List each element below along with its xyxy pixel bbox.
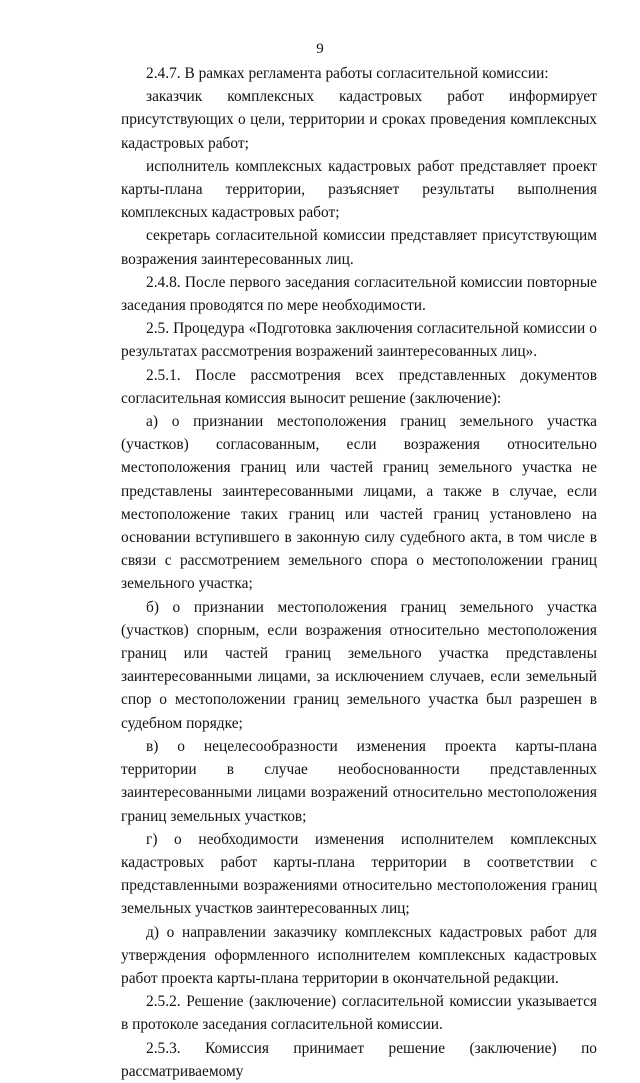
paragraph-2-4-8: 2.4.8. После первого заседания согласительной комиссии повторные заседания проводятся по мере необходимости. — [121, 273, 597, 315]
paragraph-item-b: б) о признании местоположения границ земельного участка (участков) спорным, если возражения относительно местоположения границ или частей границ земельного участка представлены заинтересованными лицами, за исключением случаев, если земельный спор о местоположении границ земельного участка был разрешен в судебном порядке; — [121, 598, 597, 732]
paragraph-2-4-7: 2.4.7. В рамках регламента работы согласительной комиссии: — [146, 65, 549, 82]
paragraph-item-v: в) о нецелесообразности изменения проекта карты-плана территории в случае необоснованности представленных заинтересованными лицами возражений относительно местоположения границ земельных участков; — [121, 737, 597, 825]
paragraph-2-5: 2.5. Процедура «Подготовка заключения согласительной комиссии о результатах рассмотрения возражений заинтересованных лиц». — [121, 320, 597, 361]
page-number: 9 — [316, 41, 324, 57]
paragraph-2-5-3: 2.5.3. Комиссия принимает решение (заключение) по рассматриваемому — [121, 1039, 597, 1080]
paragraph-contractor-presents: исполнитель комплексных кадастровых работ представляет проект карты-плана территории, разъясняет результаты выполнения комплексных кадастровых работ; — [121, 157, 597, 222]
document-body — [121, 62, 597, 1083]
paragraph-2-5-2: 2.5.2. Решение (заключение) согласительной комиссии указывается в протоколе заседания согласительной комиссии. — [121, 993, 597, 1034]
paragraph-secretary-presents: секретарь согласительной комиссии представляет присутствующим возражения заинтересованных лиц. — [121, 227, 597, 268]
paragraph-item-d: д) о направлении заказчику комплексных кадастровых работ для утверждения оформленного исполнителем комплексных кадастровых работ проекта карты-плана территории в окончательной редакции. — [121, 923, 597, 987]
paragraph-item-a: а) о признании местоположения границ земельного участка (участков) согласованным, если возражения относительно местоположения границ или частей границ земельного участка не представлены заинтересованными лицами, а также в случае, если местоположение таких границ или частей границ установлено на основании вступившего в законную силу судебного акта, в том числе в связи с рассмотрением земельного спора о местоположении границ земельного участка; — [121, 413, 597, 593]
paragraph-item-g: г) о необходимости изменения исполнителем комплексных кадастровых работ карты-плана территории в соответствии с представленными возражениями относительно местоположения границ земельных участков заинтересованных лиц; — [121, 830, 597, 918]
paragraph-customer-informs: заказчик комплексных кадастровых работ информирует присутствующих о цели, территории и сроках проведения комплексных кадастровых работ; — [121, 88, 597, 152]
paragraph-2-5-1: 2.5.1. После рассмотрения всех представленных документов согласительная комиссия выносит решение (заключение): — [121, 366, 597, 407]
